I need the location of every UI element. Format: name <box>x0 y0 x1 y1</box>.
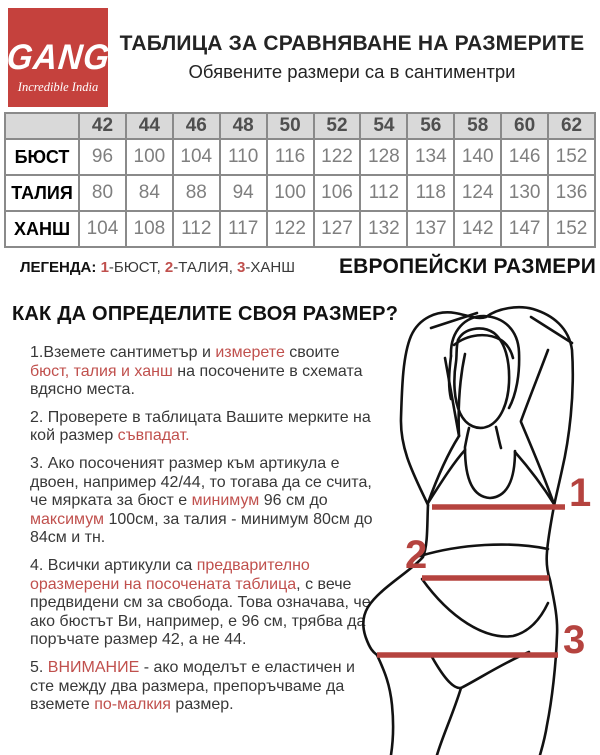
instructions-list <box>30 344 376 724</box>
instruction-text: 1.Вземете сантиметър и <box>30 344 216 361</box>
measure-value-cell: 104 <box>173 139 220 175</box>
measure-value-cell: 84 <box>126 175 173 211</box>
size-column-header: 50 <box>267 113 314 139</box>
highlighted-text: максимум <box>30 510 105 528</box>
size-column-header: 52 <box>314 113 361 139</box>
measure-row-label: БЮСТ <box>5 139 79 175</box>
measure-value-cell: 130 <box>501 175 548 211</box>
measure-value-cell: 118 <box>407 175 454 211</box>
legend-item-name: -БЮСТ, <box>108 258 165 276</box>
size-column-header: 42 <box>79 113 126 139</box>
measure-value-cell: 80 <box>79 175 126 211</box>
measure-value-cell: 128 <box>360 139 407 175</box>
page-subtitle: Обявените размери са в сантиментри <box>188 61 516 82</box>
legend-row <box>20 255 596 279</box>
instruction-text: 100см, за талия - минимум 80см до 84см и тн. <box>30 510 373 547</box>
measure-value-cell: 127 <box>314 211 361 247</box>
measure-value-cell: 142 <box>454 211 501 247</box>
measure-row-label: ХАНШ <box>5 211 79 247</box>
legend-item-number: 2 <box>164 258 174 276</box>
instruction-item <box>30 455 376 548</box>
legend-item-name: -ХАНШ <box>245 258 295 276</box>
size-table-corner-cell <box>5 113 79 139</box>
brand-tagline: Incredible India <box>17 80 99 94</box>
instruction-text: 96 см до <box>259 492 328 510</box>
measure-row-label: ТАЛИЯ <box>5 175 79 211</box>
measure-value-cell: 112 <box>360 175 407 211</box>
instruction-item <box>30 344 376 400</box>
instruction-text: 2. Проверете в таблицата Вашите мерките на кой размер <box>30 408 371 445</box>
instruction-item <box>30 409 376 446</box>
brand-name: GANG <box>4 36 112 77</box>
measure-value-cell: 147 <box>501 211 548 247</box>
size-column-header: 56 <box>407 113 454 139</box>
measure-value-cell: 112 <box>173 211 220 247</box>
size-column-header: 44 <box>126 113 173 139</box>
highlighted-text: бюст, талия и ханш <box>30 362 173 380</box>
page-header <box>108 32 596 83</box>
page-title: ТАБЛИЦА ЗА СРАВНЯВАНЕ НА РАЗМЕРИТЕ <box>119 32 585 55</box>
legend-item-name: -ТАЛИЯ, <box>173 258 238 276</box>
instruction-text: , с вече предвидени см за свобода. Това означава, че ако бюстът Ви, например, е 96 см, трябва да поръчате размер 42, а не 44. <box>30 575 371 649</box>
table-row <box>5 175 595 211</box>
measure-value-cell: 94 <box>220 175 267 211</box>
table-row <box>5 211 595 247</box>
measure-value-cell: 117 <box>220 211 267 247</box>
size-column-header: 60 <box>501 113 548 139</box>
highlighted-text: измерете <box>215 344 285 361</box>
instruction-item <box>30 557 376 650</box>
table-row <box>5 139 595 175</box>
measure-value-cell: 100 <box>126 139 173 175</box>
measure-value-cell: 134 <box>407 139 454 175</box>
legend-label: ЛЕГЕНДА: <box>20 258 97 276</box>
waist-marker-number: 2 <box>405 533 428 577</box>
measure-value-cell: 137 <box>407 211 454 247</box>
brand-logo <box>4 8 112 107</box>
measure-value-cell: 100 <box>267 175 314 211</box>
measure-value-cell: 136 <box>548 175 595 211</box>
measure-value-cell: 110 <box>220 139 267 175</box>
measurement-figure-illustration <box>355 300 600 755</box>
instruction-text: своите <box>284 344 340 361</box>
measure-value-cell: 116 <box>267 139 314 175</box>
instruction-item <box>30 659 376 715</box>
measure-value-cell: 106 <box>314 175 361 211</box>
instruction-text: 4. Всички артикули са <box>30 556 197 574</box>
measure-value-cell: 146 <box>501 139 548 175</box>
measure-value-cell: 104 <box>79 211 126 247</box>
measure-value-cell: 152 <box>548 211 595 247</box>
instruction-text: - ако моделът е еластичен и сте между два размера, препоръчваме да вземете <box>30 658 355 714</box>
highlighted-text: по-малкия <box>94 696 171 714</box>
size-column-header: 58 <box>454 113 501 139</box>
size-column-header: 48 <box>220 113 267 139</box>
legend-item-number: 1 <box>100 258 109 276</box>
size-column-header: 46 <box>173 113 220 139</box>
measure-value-cell: 152 <box>548 139 595 175</box>
highlighted-text: минимум <box>191 492 260 510</box>
measure-value-cell: 96 <box>79 139 126 175</box>
bust-marker-number: 1 <box>569 471 592 515</box>
size-column-header: 62 <box>548 113 595 139</box>
how-to-heading: КАК ДА ОПРЕДЕЛИТЕ СВОЯ РАЗМЕР? <box>12 303 399 325</box>
european-sizes-title: ЕВРОПЕЙСКИ РАЗМЕРИ <box>338 255 596 278</box>
measure-value-cell: 122 <box>267 211 314 247</box>
legend <box>20 259 295 276</box>
size-column-header: 54 <box>360 113 407 139</box>
hips-marker-number: 3 <box>563 618 586 662</box>
size-table-header <box>5 113 595 139</box>
highlighted-text: ВНИМАНИЕ <box>47 658 140 676</box>
highlighted-text: съвпадат. <box>117 427 190 445</box>
legend-item-number: 3 <box>237 258 246 276</box>
highlighted-text: предварително оразмерени на посочената таблица <box>30 556 310 593</box>
instruction-text: 3. Ако посоченият размер към артикула е двоен, например 42/44, то тогава да се счита, че мярката за бюст е <box>30 454 372 510</box>
size-comparison-table <box>4 112 596 248</box>
measure-value-cell: 108 <box>126 211 173 247</box>
measure-value-cell: 88 <box>173 175 220 211</box>
woman-line-drawing <box>363 307 573 755</box>
instruction-text: на посочените в схемата вдясно места. <box>30 362 363 399</box>
measure-value-cell: 132 <box>360 211 407 247</box>
measure-value-cell: 122 <box>314 139 361 175</box>
instruction-text: размер. <box>170 696 234 714</box>
measure-value-cell: 124 <box>454 175 501 211</box>
measure-value-cell: 140 <box>454 139 501 175</box>
instruction-text: 5. <box>30 658 48 676</box>
